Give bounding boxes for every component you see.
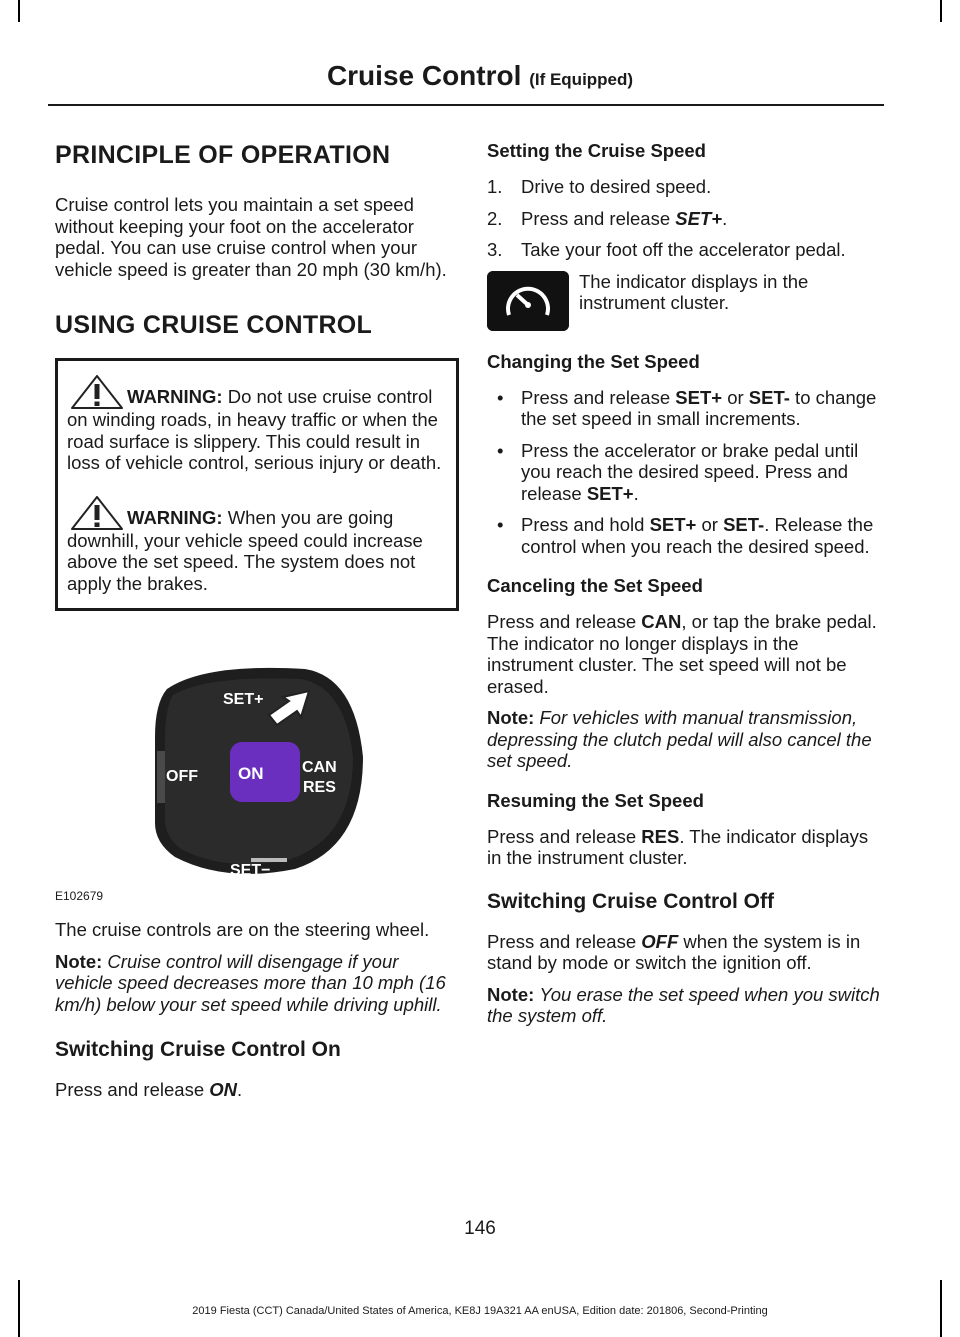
text: , or tap the brake pedal. The indicator no longer displays in the instrument cluster. The set speed will not be erased. — [487, 611, 877, 697]
list-item — [487, 440, 882, 505]
note-text: Cruise control will disengage if your vehicle speed decreases more than 10 mph (16 km/h) below your set speed while driving uphill. — [55, 950, 446, 1015]
warning-1 — [67, 375, 448, 474]
header-qualifier: (If Equipped) — [529, 70, 634, 89]
text: . — [237, 1079, 243, 1100]
res-key: RES — [641, 825, 680, 847]
resuming-paragraph — [487, 826, 882, 869]
note-text: You erase the set speed when you switch the system off. — [487, 983, 880, 1026]
text: when the system is in stand by mode or switch the ignition off. — [487, 930, 861, 973]
subheading-changing: Changing the Set Speed — [487, 350, 700, 372]
res-label: RES — [303, 779, 336, 796]
text: . Release the control when you reach the desired speed. — [521, 514, 874, 557]
controls-paragraph: The cruise controls are on the steering wheel. — [55, 919, 430, 940]
step-number: 3. — [487, 239, 503, 260]
section-heading-principle: PRINCIPLE OF OPERATION — [55, 141, 391, 169]
indicator-row — [487, 271, 882, 331]
warning-label: WARNING: — [127, 506, 223, 528]
note-text: For vehicles with manual transmission, depressing the clutch pedal will also cancel the set speed. — [487, 707, 872, 771]
note-3 — [487, 984, 882, 1027]
warning-triangle-icon — [71, 496, 123, 530]
indicator-text: The indicator displays in the instrument cluster. — [579, 270, 809, 313]
text: Press the accelerator or brake pedal until you reach the desired speed. Press and release — [521, 439, 859, 504]
list-item — [487, 208, 882, 230]
header-title: Cruise Control — [326, 60, 522, 91]
note-1 — [55, 951, 447, 1016]
figure-id: E102679 — [55, 888, 104, 903]
list-item — [487, 514, 882, 557]
list-item — [487, 239, 882, 261]
text: Press and release — [487, 930, 642, 952]
crop-mark — [18, 0, 20, 22]
key: SET+ — [675, 386, 723, 408]
warning-text: Do not use cruise control on winding roads, in heavy traffic or when the road surface is slippery. This could result in loss of vehicle control, serious injury or death. — [67, 386, 442, 473]
steering-wheel-switch-illustration — [55, 647, 447, 907]
crop-mark — [940, 0, 942, 22]
text: Press and hold — [521, 514, 650, 535]
section-heading-using: USING CRUISE CONTROL — [55, 311, 373, 339]
step-text: . — [722, 207, 728, 229]
page-header — [0, 60, 960, 92]
warning-label: WARNING: — [127, 386, 223, 407]
warning-2 — [67, 496, 448, 595]
text: Press and release — [521, 386, 676, 408]
subheading-switch-off: Switching Cruise Control Off — [487, 889, 774, 913]
footer: 2019 Fiesta (CCT) Canada/United States of America, KE8J 19A321 AA enUSA, Edition date: 201806, Second-Printing — [192, 1305, 768, 1317]
on-key: ON — [209, 1079, 238, 1100]
text: to change the set speed in small increments. — [521, 386, 877, 429]
step-text: Press and release — [521, 207, 676, 229]
page-number: 146 — [464, 1218, 496, 1239]
cruise-control-switch-figure — [55, 647, 447, 907]
cruise-control-indicator-icon — [487, 271, 569, 331]
subheading-setting: Setting the Cruise Speed — [487, 140, 706, 161]
note-label: Note: — [55, 950, 103, 972]
right-column — [487, 140, 882, 1037]
off-key: OFF — [641, 930, 679, 952]
step-text: Drive to desired speed. — [521, 176, 712, 197]
set-minus-label: SET− — [230, 862, 271, 879]
text: Press and release — [487, 611, 642, 632]
key: SET+ — [649, 514, 697, 535]
warning-text: When you are going downhill, your vehicle speed could increase above the set speed. The system does not apply the brakes. — [67, 506, 423, 594]
set-plus-label: SET+ — [223, 691, 264, 708]
note-label: Note: — [487, 707, 535, 728]
text: Press and release — [487, 825, 642, 847]
changing-bullets — [487, 387, 882, 558]
warning-triangle-icon — [71, 375, 123, 409]
principle-paragraph: Cruise control lets you maintain a set speed without keeping your foot on the accelerator pedal. You can use cruise control when your vehicle speed is greater than 20 mph (30 km/h). — [55, 194, 447, 280]
off-label: OFF — [166, 768, 198, 785]
text: Press and release — [55, 1079, 210, 1100]
step-text: Take your foot off the accelerator pedal. — [521, 239, 846, 260]
left-column — [55, 140, 447, 1111]
can-key: CAN — [641, 611, 682, 632]
set-plus-key: SET+ — [675, 207, 723, 229]
text: . — [633, 482, 639, 504]
subheading-canceling: Canceling the Set Speed — [487, 575, 703, 596]
header-rule — [48, 104, 884, 106]
key: SET- — [748, 386, 790, 408]
can-label: CAN — [302, 759, 337, 776]
canceling-paragraph — [487, 611, 882, 697]
list-item — [487, 387, 882, 430]
text: . The indicator displays in the instrument cluster. — [487, 825, 869, 868]
bullet: • — [497, 439, 504, 461]
note-label: Note: — [487, 983, 535, 1005]
step-number: 1. — [487, 176, 503, 197]
text: or — [722, 386, 749, 408]
warning-box — [55, 358, 459, 611]
note-2 — [487, 707, 882, 772]
subheading-switch-on: Switching Cruise Control On — [55, 1038, 341, 1061]
bullet: • — [497, 514, 504, 535]
switch-on-paragraph — [55, 1079, 447, 1101]
bullet: • — [497, 386, 504, 408]
text: or — [696, 514, 724, 535]
key: SET- — [723, 514, 765, 535]
setting-steps — [487, 176, 882, 261]
list-item — [487, 176, 882, 198]
switch-off-paragraph — [487, 931, 882, 974]
on-label: ON — [238, 764, 264, 783]
key: SET+ — [586, 482, 634, 504]
subheading-resuming: Resuming the Set Speed — [487, 789, 704, 811]
step-number: 2. — [487, 207, 503, 229]
